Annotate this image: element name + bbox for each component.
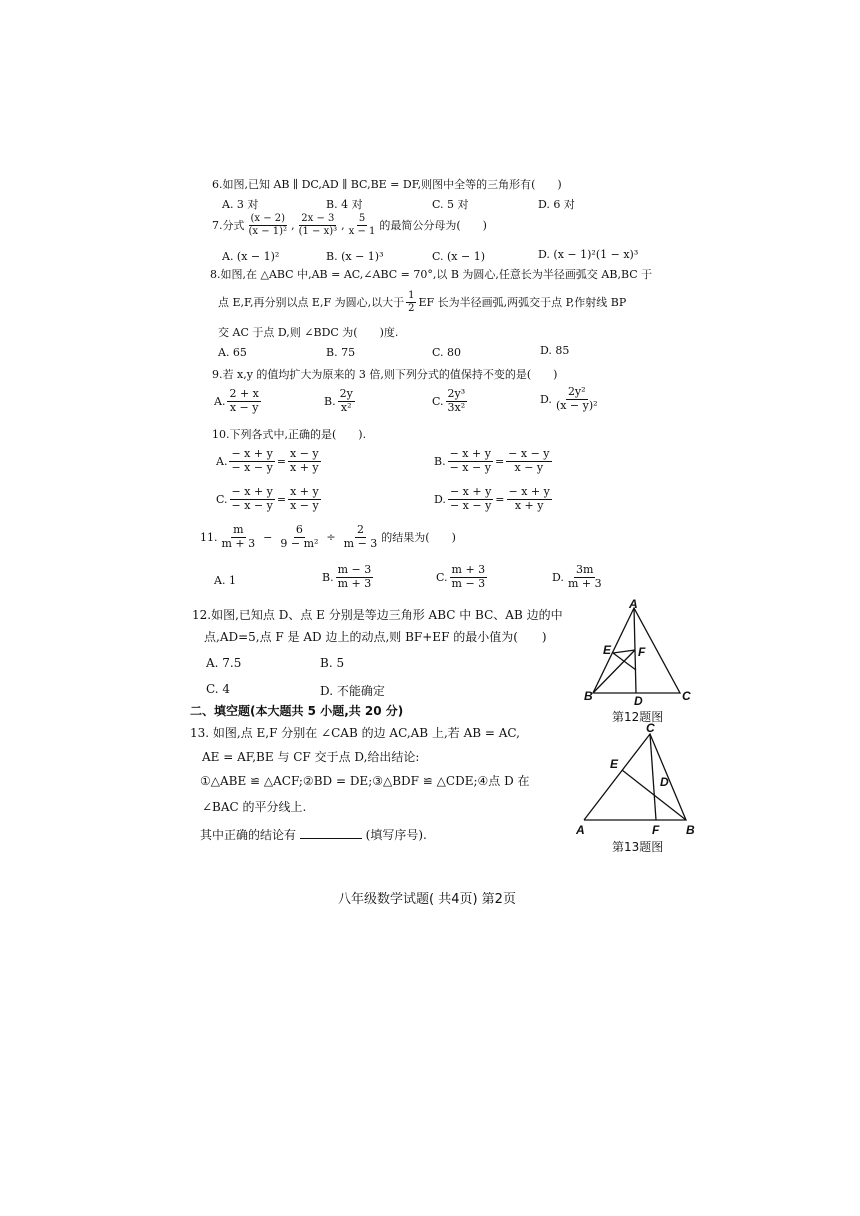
q11-minus: − (263, 530, 273, 544)
q11-stem (200, 524, 456, 550)
q8-option-b: B. 75 (326, 346, 356, 359)
q10-option-a-right-den: x + y (290, 460, 319, 474)
q8-line1: 8.如图,在 △ABC 中,AB = AC,∠ABC = 70°,以 B 为圆心,任意长为半径画弧交 AB,BC 于 (210, 268, 653, 281)
q11-frac2-num: 6 (295, 523, 303, 536)
q8-line3: 交 AC 于点 D,则 ∠BDC 为( )度. (218, 326, 399, 339)
q10-option-b-label: B. (434, 454, 446, 468)
section-fill-in-title: 二、填空题(本大题共 5 小题,共 20 分) (190, 704, 404, 718)
q11-frac3-den: m − 3 (343, 536, 378, 550)
q13-label-b: B (686, 823, 695, 837)
q10-option-d-right-num: − x + y (508, 485, 550, 498)
q10-option-d-left-den: − x − y (449, 498, 492, 512)
q13-caption: 第13题图 (612, 840, 664, 854)
q11-option-a (214, 574, 236, 587)
q7-stem: 7.分式 $\frac{(x - 2)}{\text{(x − 1)²}}$ , $\frac{2x - 3}{\text{(1 − x)³}}$ , $\frac{5}{x - 1}$ 的最简公分母为( ) (212, 213, 487, 237)
q10-option-a: A. $\frac{- x + y}{- x - y}$ = $\frac{x - y}{x + y}$ (216, 447, 319, 474)
q12-segment-bf (593, 650, 635, 693)
q9-option-b-label: B. (324, 394, 336, 408)
q13-segment-be (622, 770, 686, 820)
q9-option-a-num: 2 + x (229, 387, 259, 400)
q12-label-e: E (603, 643, 612, 657)
q13-line3: ①△ABE ≌ △ACF;②BD = DE;③△BDF ≌ △CDE;④点 D 在 (200, 774, 530, 788)
q12-label-d: D (634, 694, 643, 708)
q11-divide: ÷ (326, 530, 336, 544)
q9-option-b (324, 388, 357, 414)
q13-line5-pre: 其中正确的结论有 (200, 828, 297, 842)
q13-label-e: E (610, 757, 619, 771)
q10-option-a-left-den: − x − y (231, 460, 273, 474)
q13-label-d: D (660, 775, 669, 789)
q11-option-d-label: D. (552, 570, 564, 584)
page-footer: 八年级数学试题( 共4页) 第2页 (338, 892, 516, 907)
q11-option-a-label: A. (214, 574, 226, 587)
q7-frac2-num: 2x − 3 (301, 213, 335, 224)
q12-caption: 第12题图 (612, 710, 664, 724)
q12-segment-ed (613, 653, 636, 670)
q6-stem: 6.如图,已知 AB ∥ DC,AD ∥ BC,BE = DF,则图中全等的三角形有( ) (212, 178, 562, 191)
q9-option-c-label: C. (432, 394, 444, 408)
q8-option-a: A. 65 (218, 346, 247, 359)
q13-figure (576, 720, 706, 844)
q11-option-c (436, 564, 489, 590)
q9-option-b-den: x² (340, 400, 352, 414)
q13-line4: ∠BAC 的平分线上. (202, 800, 307, 814)
q11-suffix: 的结果为( ) (381, 531, 456, 545)
q11-prefix: 11. (200, 530, 218, 544)
q12-option-a: A. 7.5 (206, 656, 242, 670)
q7-prefix: 7.分式 (212, 219, 245, 232)
q7-option-c: C. (x − 1) (432, 250, 486, 263)
q8-line2 (218, 290, 626, 314)
q11-frac2-den: 9 − m² (280, 536, 319, 550)
q9-option-c-num: 2y³ (447, 387, 466, 400)
q10-option-d-right-den: x + y (514, 498, 544, 512)
q7-option-a: A. (x − 1)² (222, 250, 280, 263)
q9-option-c (432, 388, 469, 414)
q6-option-d: D. 6 对 (538, 198, 575, 211)
q8-line2-pre: 点 E,F,再分别以点 E,F 为圆心,以大于 (218, 296, 405, 309)
q12-label-a: A (629, 598, 638, 611)
q10-option-c-label: C. (216, 492, 228, 506)
q8-half-den: 2 (408, 302, 415, 314)
q6-option-c: C. 5 对 (432, 198, 469, 211)
q8-option-c: C. 80 (432, 346, 462, 359)
q13-line1: 13. 如图,点 E,F 分别在 ∠CAB 的边 AC,AB 上,若 AB = AC, (190, 726, 520, 740)
q10-option-c-right-num: x + y (290, 485, 319, 498)
q9-option-d-label: D. (540, 392, 552, 406)
q7-option-b: B. (x − 1)³ (326, 250, 384, 263)
q9-option-a (214, 388, 263, 414)
q10-option-b-left-num: − x + y (449, 447, 491, 460)
q8-half-num: 1 (408, 290, 415, 301)
q9-stem: 9.若 x,y 的值均扩大为原来的 3 倍,则下列分式的值保持不变的是( ) (212, 368, 558, 381)
q10-option-c: C. $\frac{- x + y}{- x - y}$ = $\frac{x + y}{x - y}$ (216, 485, 319, 512)
q9-option-b-num: 2y (339, 387, 353, 400)
q13-answer-blank[interactable] (300, 826, 362, 839)
q7-frac1-num: (x − 2) (250, 213, 286, 224)
q10-option-a-left-num: − x + y (231, 447, 273, 460)
q10-option-c-left-den: − x − y (231, 498, 273, 512)
q9-option-a-label: A. (214, 394, 226, 408)
q10-option-a-label: A. (216, 454, 228, 468)
q6-option-b: B. 4 对 (326, 198, 363, 211)
q10-option-d-label: D. (434, 492, 446, 506)
q12-option-b: B. 5 (320, 656, 345, 670)
q9-option-d (540, 386, 602, 412)
q12-line2: 点,AD=5,点 F 是 AD 边上的动点,则 BF+EF 的最小值为( ) (204, 630, 547, 644)
q11-frac1-num: m (233, 523, 244, 536)
q9-option-a-den: x − y (229, 400, 259, 414)
q13-line5 (200, 826, 427, 843)
q11-option-b-label: B. (322, 570, 334, 584)
q11-option-b (322, 564, 375, 590)
q12-line1: 12.如图,已知点 D、点 E 分别是等边三角形 ABC 中 BC、AB 边的中 (192, 608, 563, 622)
q6-option-a: A. 3 对 (222, 198, 259, 211)
q11-option-b-num: m − 3 (337, 563, 372, 576)
q12-label-b: B (584, 689, 593, 703)
q10-option-b-right-den: x − y (514, 460, 544, 474)
q10-option-b: B. $\frac{- x + y}{- x - y}$ = $\frac{- x - y}{x - y}$ (434, 447, 550, 474)
q12-option-c: C. 4 (206, 682, 231, 696)
q10-option-b-right-num: − x − y (508, 447, 550, 460)
q13-label-a: A (576, 823, 585, 837)
q10-option-d-left-num: − x + y (449, 485, 492, 498)
q11-option-c-label: C. (436, 570, 448, 584)
q10-option-c-right-den: x − y (290, 498, 319, 512)
q11-option-c-den: m − 3 (451, 576, 486, 590)
q7-frac3-den: x − 1 (348, 225, 376, 237)
q8-option-d: D. 85 (540, 344, 570, 357)
q13-triangle-outline (584, 734, 686, 820)
q13-line5-post: (填写序号). (365, 828, 427, 842)
q12-label-c: C (682, 689, 691, 703)
q11-option-d (552, 564, 606, 590)
q10-option-d: D. $\frac{- x + y}{- x - y}$ = $\frac{- x + y}{x + y}$ (434, 485, 550, 512)
q11-option-b-den: m + 3 (337, 576, 372, 590)
q12-figure (578, 598, 698, 722)
q11-option-a-text: 1 (228, 574, 236, 587)
q9-option-d-num: 2y² (567, 385, 586, 398)
q7-frac3-num: 5 (358, 213, 366, 224)
q7-option-d: D. (x − 1)²(1 − x)³ (538, 248, 639, 261)
q8-line2-post: EF 长为半径画弧,两弧交于点 P,作射线 BP (418, 296, 627, 309)
q11-option-c-num: m + 3 (451, 563, 486, 576)
q12-label-f: F (638, 645, 646, 659)
q10-stem: 10.下列各式中,正确的是( ). (212, 428, 367, 441)
q7-frac1-den: (x − 1)² (248, 225, 288, 237)
q10-option-a-right-num: x − y (290, 447, 319, 460)
q9-option-d-den: (x − y)² (555, 398, 598, 412)
q13-line2: AE = AF,BE 与 CF 交于点 D,给出结论: (202, 750, 420, 764)
q7-suffix: 的最简公分母为( ) (379, 219, 487, 232)
q12-option-d: D. 不能确定 (320, 684, 385, 698)
q11-frac1-den: m + 3 (221, 536, 256, 550)
q11-frac3-num: 2 (356, 523, 364, 536)
q10-option-b-left-den: − x − y (449, 460, 491, 474)
q13-label-f: F (652, 823, 660, 837)
q9-option-c-den: 3x² (447, 400, 466, 414)
q7-frac2-den: (1 − x)³ (298, 225, 338, 237)
q13-label-c: C (646, 721, 655, 735)
q10-option-c-left-num: − x + y (231, 485, 273, 498)
q11-option-d-den: m + 3 (567, 576, 602, 590)
q11-option-d-num: 3m (576, 563, 594, 576)
